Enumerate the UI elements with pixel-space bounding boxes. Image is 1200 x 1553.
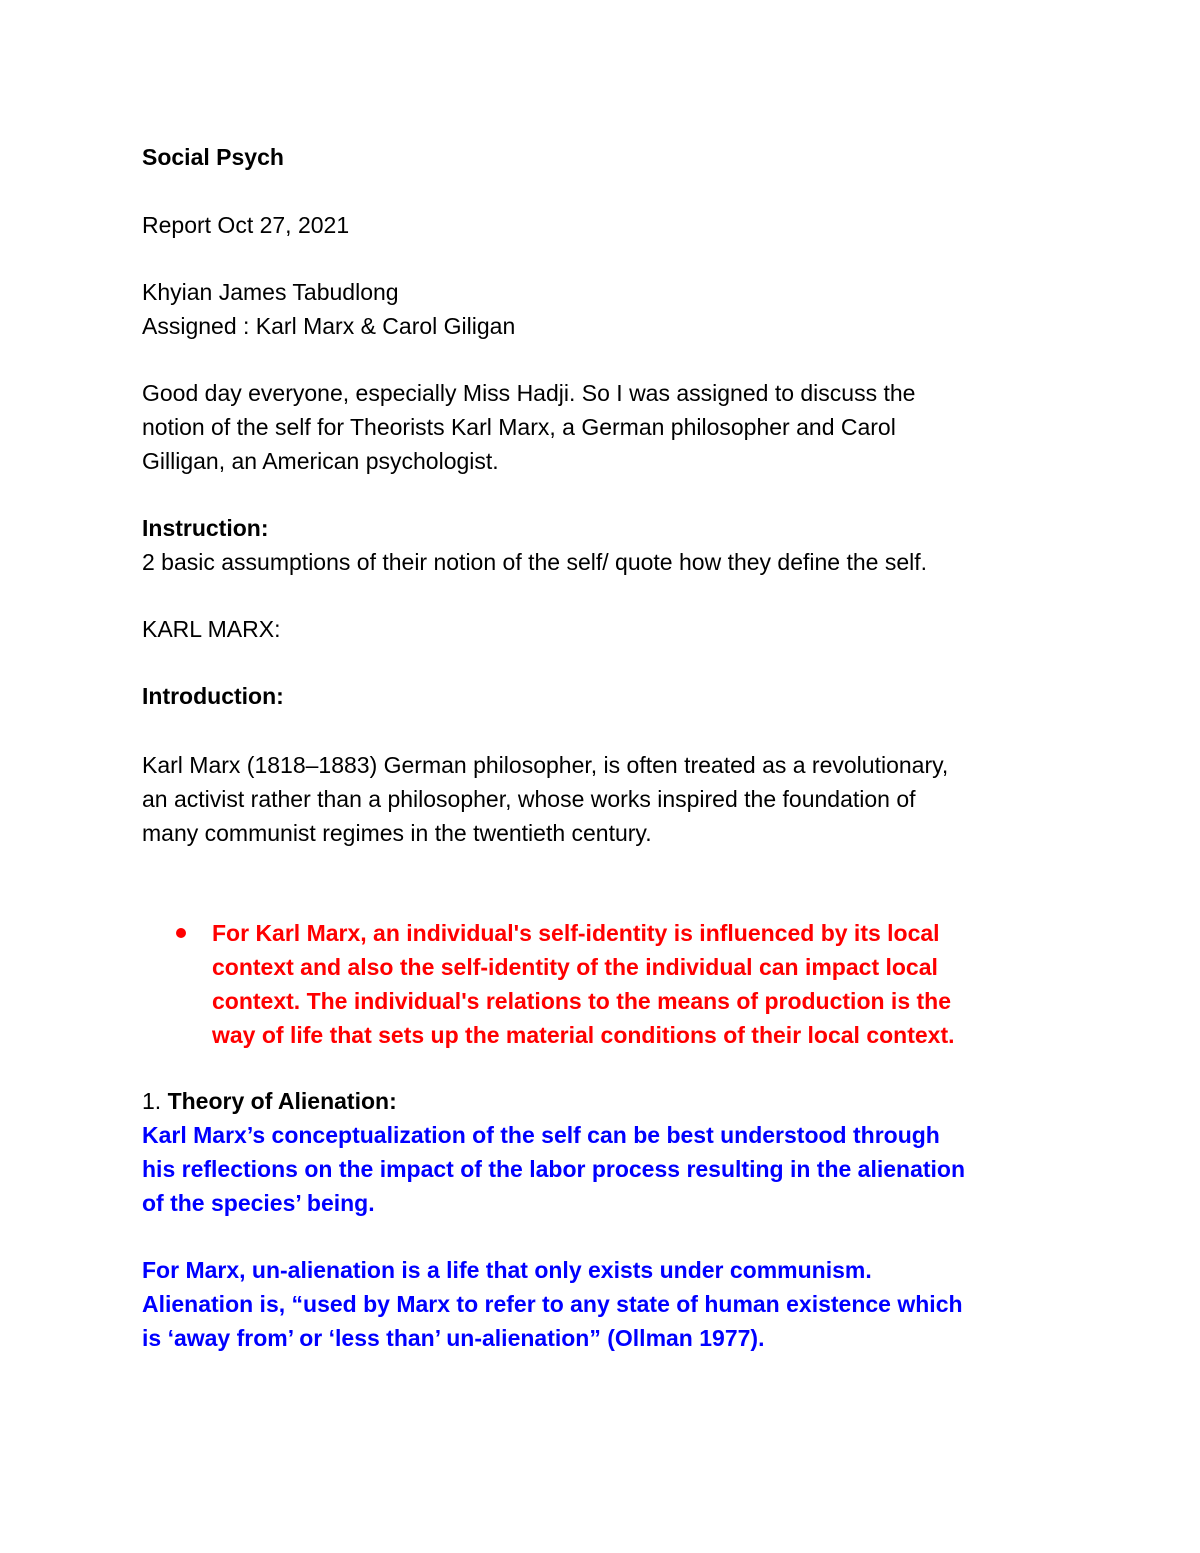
bullet-dot-icon <box>176 928 186 938</box>
bullet-line-2: context and also the self-identity of the individual can impact local <box>212 954 938 980</box>
alienation-line-3: is ‘away from’ or ‘less than’ un-alienation” (Ollman 1977). <box>142 1325 765 1351</box>
assigned-line: Assigned : Karl Marx & Carol Giligan <box>142 313 516 339</box>
theory-line-1: Karl Marx’s conceptualization of the self can be best understood through <box>142 1122 940 1148</box>
intro-line-3: Gilligan, an American psychologist. <box>142 448 499 474</box>
theory-line-2: his reflections on the impact of the labor process resulting in the alienation <box>142 1156 966 1182</box>
theory-number: 1. <box>142 1088 168 1114</box>
introduction-heading: Introduction: <box>142 683 284 709</box>
instruction-text: 2 basic assumptions of their notion of the self/ quote how they define the self. <box>142 549 928 575</box>
report-date: Report Oct 27, 2021 <box>142 212 350 238</box>
intro-line-2: notion of the self for Theorists Karl Marx, a German philosopher and Carol <box>142 414 896 440</box>
intro-line-1: Good day everyone, especially Miss Hadji. So I was assigned to discuss the <box>142 380 916 406</box>
bullet-line-1: For Karl Marx, an individual's self-identity is influenced by its local <box>212 920 940 946</box>
introduction-line-3: many communist regimes in the twentieth century. <box>142 820 652 846</box>
document-title: Social Psych <box>142 144 284 170</box>
theory-heading: Theory of Alienation: <box>167 1088 397 1114</box>
author-name: Khyian James Tabudlong <box>142 279 399 305</box>
theory-heading-row <box>142 1084 397 1118</box>
section-heading-karl-marx: KARL MARX: <box>142 616 281 642</box>
theory-line-3: of the species’ being. <box>142 1190 375 1216</box>
introduction-line-2: an activist rather than a philosopher, whose works inspired the foundation of <box>142 786 916 812</box>
bullet-line-3: context. The individual's relations to the means of production is the <box>212 988 951 1014</box>
bullet-line-4: way of life that sets up the material conditions of their local context. <box>212 1022 955 1048</box>
alienation-line-2: Alienation is, “used by Marx to refer to any state of human existence which <box>142 1291 963 1317</box>
introduction-line-1: Karl Marx (1818–1883) German philosopher, is often treated as a revolutionary, <box>142 752 949 778</box>
instruction-heading: Instruction: <box>142 515 269 541</box>
alienation-line-1: For Marx, un-alienation is a life that only exists under communism. <box>142 1257 872 1283</box>
